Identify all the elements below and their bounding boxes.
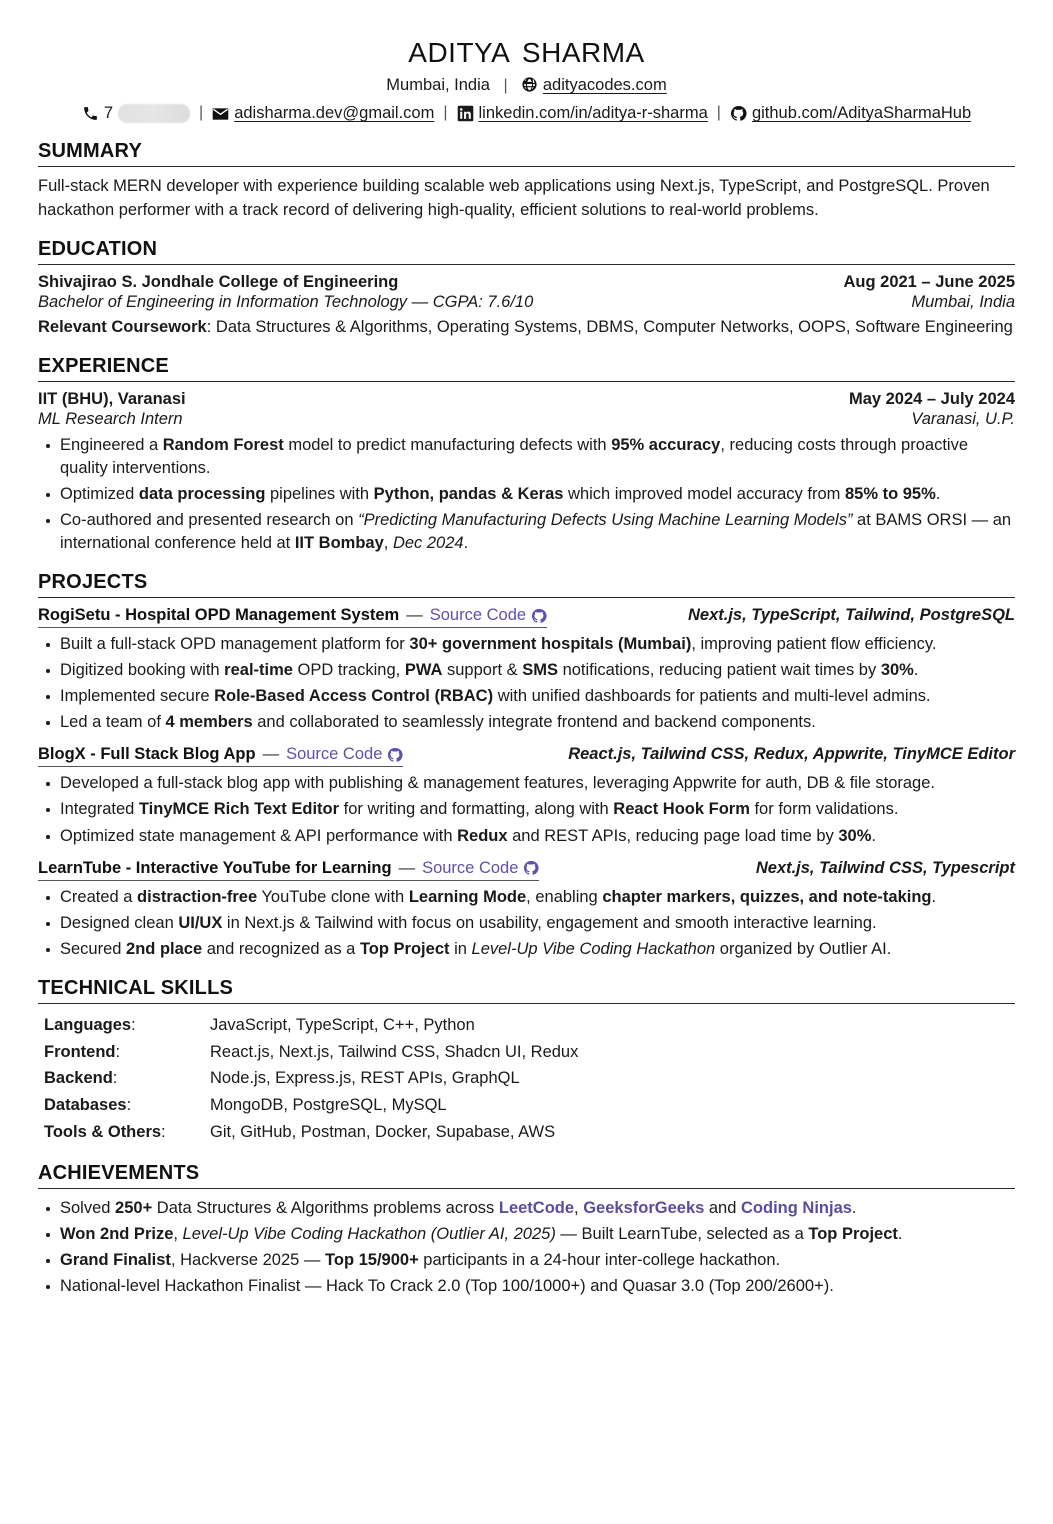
text-run: — Built LearnTube, selected as a (555, 1224, 809, 1243)
experience-dates: May 2024 – July 2024 (848, 389, 1015, 408)
github-item[interactable] (730, 103, 971, 124)
text-run: Developed a full-stack blog app with publishing & management features, leveraging Appwrite for auth, DB & file storage. (60, 774, 935, 793)
experience-entry (38, 390, 1015, 555)
emphasis-bold: Top 15/900+ (325, 1250, 419, 1269)
text-run: Created a (60, 887, 138, 906)
section-achievements (38, 1162, 1015, 1298)
section-title-projects: PROJECTS (38, 571, 148, 593)
project-entry (38, 606, 1015, 734)
project-bullets (38, 633, 1015, 734)
skill-category (38, 1012, 210, 1039)
text-run: Integrated (60, 800, 139, 819)
emphasis-italic: Level-Up Vibe Coding Hackathon (Outlier AI, 2025) (182, 1224, 556, 1243)
emphasis-bold: TinyMCE Rich Text Editor (138, 800, 340, 819)
contact-separator-2: | (443, 104, 448, 122)
bullet-item (38, 633, 1015, 656)
education-coursework (38, 316, 1015, 338)
text-run: Built a full-stack OPD management platform for (60, 635, 410, 653)
text-run: , Hackverse 2025 — (170, 1250, 326, 1269)
section-title-summary: SUMMARY (38, 140, 142, 163)
text-run: , enabling (526, 887, 603, 906)
education-degree: Bachelor of Engineering in Information Technology — CGPA: 7.6/10 (38, 293, 534, 312)
achievements-list (38, 1197, 1015, 1298)
skill-row (38, 1012, 1015, 1039)
skill-category-colon: : (115, 1042, 121, 1061)
emphasis-bold: IIT Bombay (294, 533, 384, 552)
bullet-item (38, 509, 1015, 555)
phone-icon (82, 105, 99, 122)
bullet-item (38, 483, 1015, 506)
bullet-item (38, 798, 1015, 821)
github-icon (523, 860, 539, 876)
education-entry-row-secondary (38, 293, 1015, 312)
emphasis-italic: Level-Up Vibe Coding Hackathon (471, 939, 716, 958)
skill-category (38, 1039, 210, 1066)
emphasis-bold: Redux (457, 826, 508, 845)
text-run: model to predict manufacturing defects with (283, 435, 612, 454)
section-rule-education (38, 264, 1015, 265)
section-rule-achievements (38, 1188, 1015, 1189)
text-run: OPD tracking, (292, 661, 405, 680)
text-run: Optimized (60, 484, 139, 503)
linkedin-icon (457, 105, 474, 122)
emphasis-italic: “Predicting Manufacturing Defects Using Machine Learning Models” (358, 510, 853, 529)
text-run: YouTube clone with (257, 887, 409, 906)
education-dates: Aug 2021 – June 2025 (843, 273, 1015, 292)
bullet-item (38, 685, 1015, 708)
skill-category-label: Tools & Others (44, 1122, 162, 1141)
emphasis-bold: Python, pandas & Keras (373, 484, 564, 503)
emphasis-bold: Top Project (808, 1224, 898, 1243)
section-title-experience: EXPERIENCE (38, 354, 169, 377)
project-title-group (38, 606, 547, 628)
phone-item[interactable] (82, 103, 190, 124)
text-run: pipelines with (265, 484, 374, 503)
emphasis-italic: Dec 2024 (392, 533, 464, 552)
education-entry-row-primary (38, 273, 1015, 292)
education-location: Mumbai, India (911, 293, 1015, 312)
skill-category (38, 1092, 210, 1119)
project-dash: — (262, 745, 280, 764)
experience-role: ML Research Intern (38, 409, 183, 428)
bullet-item (38, 659, 1015, 682)
emphasis-bold: UI/UX (178, 913, 223, 932)
skill-row (38, 1065, 1015, 1092)
github-icon (730, 105, 747, 122)
skill-category-colon: : (131, 1015, 136, 1034)
text-run: . (871, 826, 876, 845)
emphasis-bold: distraction-free (137, 887, 258, 906)
linkedin-link[interactable]: linkedin.com/in/aditya-r-sharma (478, 103, 708, 122)
bullet-item (38, 1275, 1015, 1298)
project-dash: — (398, 858, 416, 877)
skill-values: Git, GitHub, Postman, Docker, Supabase, AWS (210, 1122, 556, 1141)
achievement-link[interactable]: LeetCode (498, 1198, 575, 1217)
globe-icon (521, 76, 538, 93)
resume-header (38, 28, 1015, 124)
skill-row (38, 1092, 1015, 1119)
section-title-achievements: ACHIEVEMENTS (38, 1161, 200, 1184)
emphasis-bold: 30+ government hospitals (Mumbai) (409, 635, 692, 653)
text-run: . (935, 484, 941, 503)
section-title-skills: TECHNICAL SKILLS (38, 976, 234, 999)
text-run: at BAMS ORSI — an international conference held at (60, 510, 1012, 552)
experience-bullets (38, 434, 1015, 555)
text-run: . (463, 533, 469, 552)
text-run: Data Structures & Algorithms problems across (152, 1198, 499, 1217)
emphasis-bold: React Hook Form (613, 800, 750, 819)
project-dash: — (406, 606, 423, 624)
project-source-code-link[interactable] (422, 859, 539, 878)
experience-entry-row-secondary (38, 410, 1015, 429)
skill-category-colon: : (126, 1096, 132, 1115)
emphasis-bold: 250+ (115, 1198, 153, 1217)
project-bullets (38, 886, 1015, 961)
text-run: Secured (60, 939, 127, 958)
project-bullets (38, 772, 1015, 847)
coursework-label: Relevant Coursework (38, 318, 207, 337)
experience-entries (38, 390, 1015, 555)
text-run: Optimized state management & API performance with (60, 826, 458, 845)
header-separator-1: | (503, 77, 508, 95)
skill-row (38, 1119, 1015, 1146)
emphasis-bold: Top Project (359, 939, 450, 958)
skill-values: Node.js, Express.js, REST APIs, GraphQL (210, 1069, 520, 1088)
project-header (38, 745, 1015, 767)
skill-category-colon: : (161, 1122, 166, 1141)
project-header (38, 606, 1015, 628)
project-header (38, 859, 1015, 881)
source-code-label: Source Code (422, 858, 519, 877)
source-code-label: Source Code (286, 745, 383, 764)
text-run: organized by Outlier AI. (715, 939, 892, 958)
experience-organization: IIT (BHU), Varanasi (38, 389, 186, 408)
section-summary (38, 140, 1015, 222)
text-run: support & (442, 661, 523, 680)
github-link[interactable]: github.com/AdityaSharmaHub (751, 103, 972, 122)
location-text: Mumbai, India (386, 76, 490, 95)
emphasis-bold: Learning Mode (408, 887, 527, 906)
emphasis-bold: Won 2nd Prize (60, 1224, 174, 1243)
skills-table (38, 1012, 1015, 1146)
education-entries (38, 273, 1015, 338)
linkedin-item[interactable] (457, 103, 708, 124)
text-run: , improving patient flow efficiency. (691, 635, 937, 653)
source-code-label: Source Code (429, 606, 527, 624)
section-rule-experience (38, 381, 1015, 382)
text-run: Digitized booking with (60, 661, 225, 680)
emphasis-bold: Grand Finalist (60, 1250, 171, 1269)
emphasis-bold: PWA (404, 661, 443, 680)
bullet-item (38, 886, 1015, 909)
text-run: and (704, 1198, 741, 1217)
text-run: National-level Hackathon Finalist — Hack To Crack 2.0 (Top 100/1000+) and Quasar 3.0 (Top 200/2600+). (60, 1276, 834, 1295)
skill-category-label: Languages (44, 1015, 132, 1034)
email-item[interactable] (212, 103, 434, 124)
emphasis-bold: 95% accuracy (611, 435, 721, 454)
skill-values: MongoDB, PostgreSQL, MySQL (210, 1096, 447, 1115)
project-name: LearnTube - Interactive YouTube for Learning (38, 858, 392, 877)
text-run: . (851, 1198, 857, 1217)
text-run: Engineered a (60, 435, 163, 454)
bullet-item (38, 938, 1015, 961)
bullet-item (38, 434, 1015, 480)
envelope-icon (212, 107, 229, 121)
emphasis-bold: 30% (838, 826, 872, 845)
bullet-item (38, 1197, 1015, 1220)
text-run: in Next.js & Tailwind with focus on usability, engagement and smooth interactive learning. (222, 913, 877, 932)
emphasis-bold: SMS (522, 661, 558, 680)
section-rule-summary (38, 166, 1015, 167)
skill-category-label: Databases (44, 1096, 127, 1115)
education-entry (38, 273, 1015, 338)
section-experience (38, 355, 1015, 555)
text-run: . (931, 887, 937, 906)
header-location-website (38, 75, 1015, 97)
skill-category-label: Frontend (44, 1042, 116, 1061)
project-source-code-link[interactable] (286, 745, 403, 764)
education-institution: Shivajirao S. Jondhale College of Engineering (38, 273, 399, 292)
skill-category (38, 1065, 210, 1092)
skill-category-label: Backend (44, 1069, 113, 1088)
text-run: Implemented secure (60, 687, 215, 706)
project-tech-stack: Next.js, TypeScript, Tailwind, PostgreSQL (687, 606, 1015, 624)
emphasis-bold: data processing (138, 484, 266, 503)
text-run: Solved (60, 1198, 116, 1217)
text-run: and REST APIs, reducing page load time by (507, 826, 839, 845)
text-run: for writing and formatting, along with (339, 800, 614, 819)
section-projects (38, 571, 1015, 961)
bullet-item (38, 711, 1015, 734)
text-run: , reducing costs through proactive quality interventions. (60, 435, 968, 477)
section-rule-skills (38, 1003, 1015, 1004)
text-run: which improved model accuracy from (563, 484, 845, 503)
section-title-education: EDUCATION (38, 238, 158, 261)
project-title-group (38, 745, 403, 767)
skill-category (38, 1119, 210, 1146)
coursework-value: : Data Structures & Algorithms, Operating Systems, DBMS, Computer Networks, OOPS, Software Engineering (206, 318, 1013, 337)
candidate-name: aditya sharma (408, 27, 645, 71)
emphasis-bold: real-time (224, 661, 293, 680)
text-run: with unified dashboards for patients and multi-level admins. (493, 687, 931, 706)
text-run: and recognized as a (202, 939, 360, 958)
text-run: . (913, 661, 919, 680)
email-link[interactable]: adisharma.dev@gmail.com (234, 103, 435, 122)
emphasis-bold: 85% to 95% (844, 484, 936, 503)
text-run: , (574, 1198, 584, 1217)
contact-separator-3: | (716, 104, 721, 122)
emphasis-bold: Random Forest (162, 435, 284, 454)
phone-prefix: 7 (103, 103, 114, 122)
skill-values: React.js, Next.js, Tailwind CSS, Shadcn UI, Redux (210, 1042, 579, 1061)
website-link[interactable]: adityacodes.com (542, 76, 667, 95)
section-education (38, 238, 1015, 338)
achievement-link[interactable]: Coding Ninjas (741, 1198, 852, 1217)
contact-separator-1: | (199, 104, 204, 122)
emphasis-bold: 30% (880, 661, 914, 680)
github-icon (531, 608, 547, 624)
summary-text: Full-stack MERN developer with experience building scalable web applications using Next.js, TypeScript, and PostgreSQL. Proven hackathon performer with a track record of delivering high-quality, efficient solutions to real-world problems. (38, 177, 990, 219)
emphasis-bold: 4 members (165, 713, 253, 732)
text-run: . (897, 1224, 903, 1243)
experience-entry-row-primary (38, 390, 1015, 409)
experience-location: Varanasi, U.P. (911, 409, 1015, 428)
github-icon (387, 747, 403, 763)
emphasis-bold: Role-Based Access Control (RBAC) (214, 687, 494, 706)
project-tech-stack: React.js, Tailwind CSS, Redux, Appwrite, TinyMCE Editor (568, 745, 1015, 764)
project-tech-stack: Next.js, Tailwind CSS, Typescript (755, 858, 1015, 877)
project-entry (38, 745, 1015, 847)
bullet-item (38, 912, 1015, 935)
text-run: for form validations. (749, 800, 899, 819)
text-run: Co-authored and presented research on (60, 510, 359, 529)
bullet-item (38, 772, 1015, 795)
text-run: , (383, 533, 393, 552)
project-name: RogiSetu - Hospital OPD Management System (38, 606, 400, 624)
section-rule-projects (38, 597, 1015, 598)
text-run: notifications, reducing patient wait times by (557, 661, 881, 680)
skill-row (38, 1039, 1015, 1066)
contact-line (38, 103, 1015, 124)
project-title-group (38, 859, 539, 881)
emphasis-bold: chapter markers, quizzes, and note-taking (602, 887, 932, 906)
bullet-item (38, 825, 1015, 848)
text-run: Led a team of (60, 713, 166, 732)
emphasis-bold: 2nd place (126, 939, 203, 958)
skill-values: JavaScript, TypeScript, C++, Python (210, 1015, 475, 1034)
achievement-link[interactable]: GeeksforGeeks (583, 1198, 705, 1217)
text-run: Designed clean (60, 913, 179, 932)
text-run: and collaborated to seamlessly integrate frontend and backend components. (252, 713, 816, 732)
project-entry (38, 859, 1015, 961)
text-run: in (449, 939, 472, 958)
text-run: , (173, 1224, 183, 1243)
skill-category-colon: : (112, 1069, 118, 1088)
section-skills (38, 977, 1015, 1146)
projects-list (38, 606, 1015, 961)
phone-redaction (118, 104, 190, 123)
bullet-item (38, 1249, 1015, 1272)
project-source-code-link[interactable] (430, 606, 547, 625)
text-run: participants in a 24-hour inter-college hackathon. (418, 1250, 781, 1269)
bullet-item (38, 1223, 1015, 1246)
project-name: BlogX - Full Stack Blog App (38, 745, 256, 764)
